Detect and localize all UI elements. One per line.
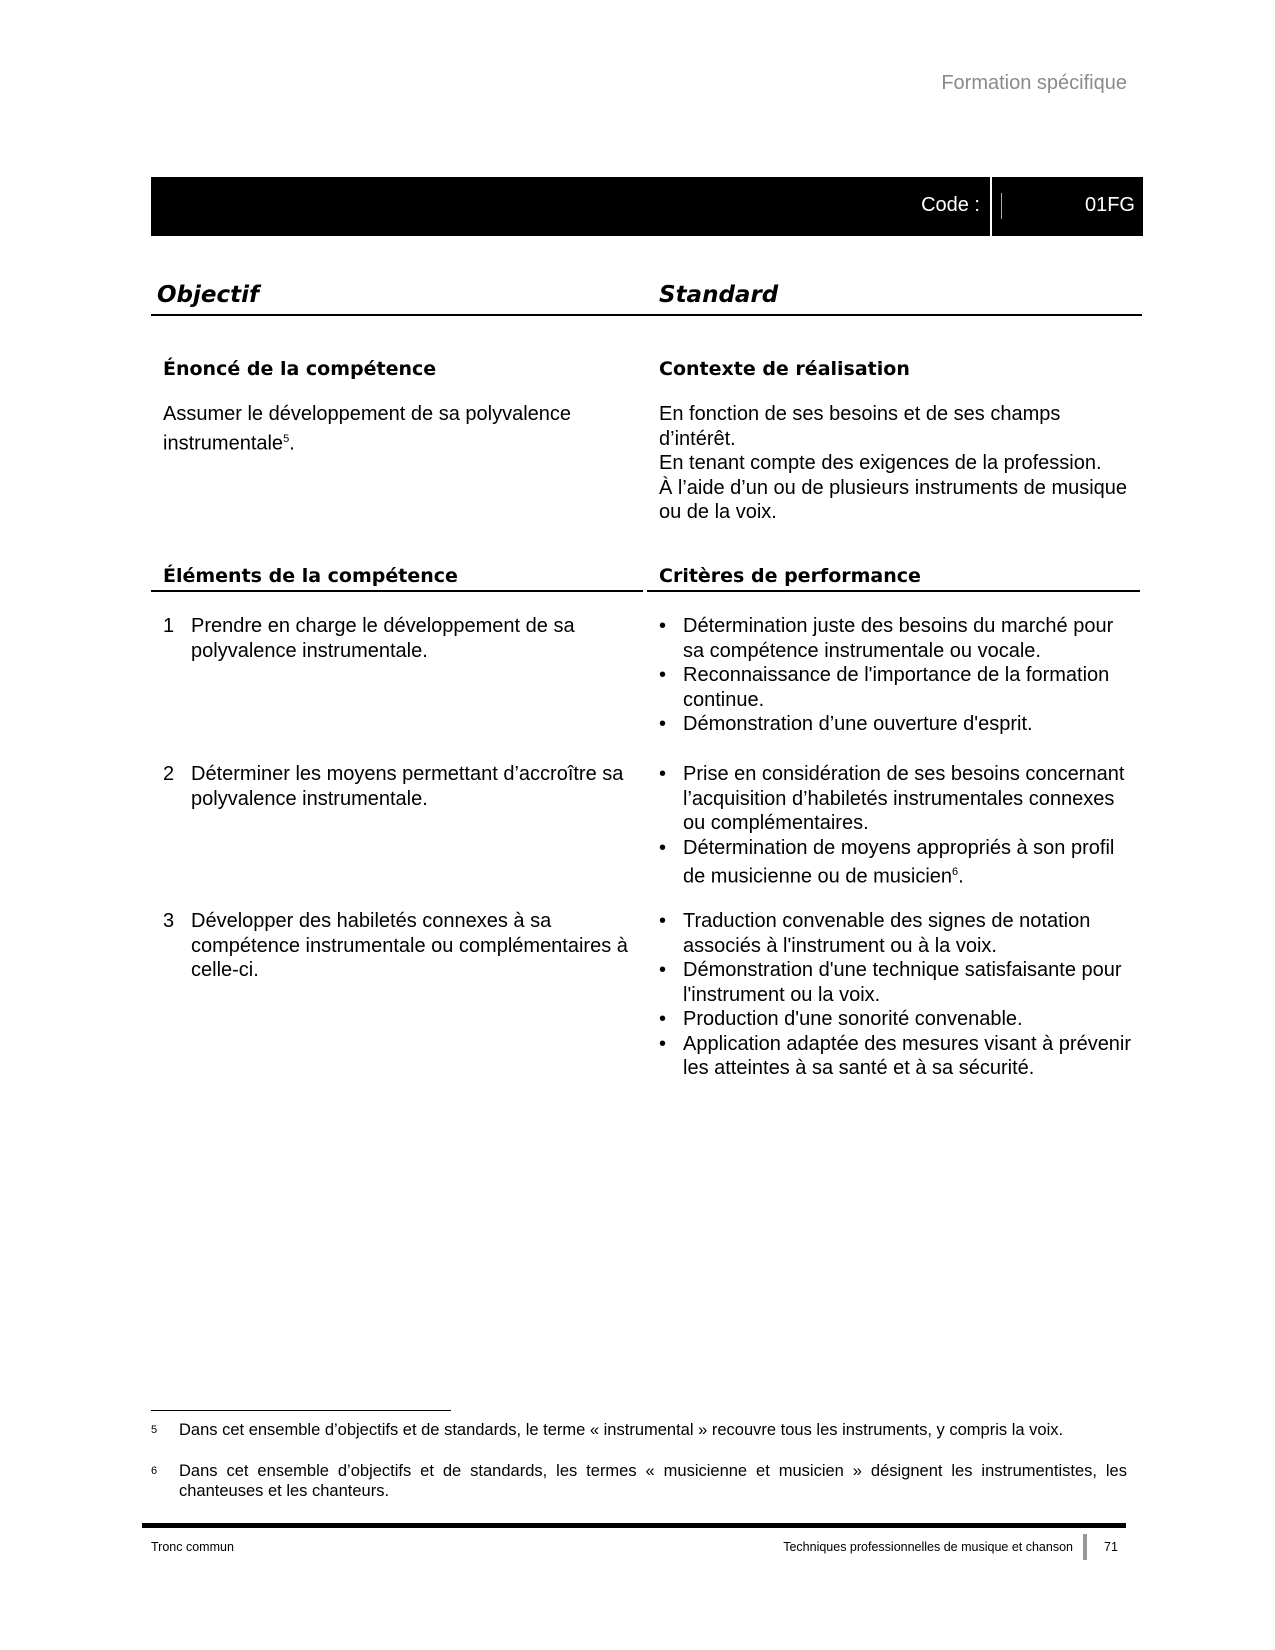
footnote-ref: 6 xyxy=(952,866,959,878)
enonce-end: . xyxy=(289,432,295,455)
contexte-heading: Contexte de réalisation xyxy=(659,358,910,380)
footer-rule xyxy=(142,1523,1126,1528)
criteria-2 xyxy=(659,762,1139,889)
criterion: • Prise en considération de ses besoins concernant l’acquisition d’habiletés instrumentales connexes ou complémentaires. xyxy=(659,763,1125,834)
contexte-text xyxy=(659,402,1129,525)
criterion: • Détermination juste des besoins du marché pour sa compétence instrumentale ou vocale. xyxy=(659,615,1114,662)
criterion: • Détermination de moyens appropriés à son profil de musicienne ou de musicien$^6$. xyxy=(659,836,1115,888)
criterion: • Reconnaissance de l'importance de la formation continue. xyxy=(659,664,1110,711)
elements-heading: Éléments de la compétence xyxy=(163,565,458,587)
element-number: 2 xyxy=(163,763,175,785)
running-header: Formation spécifique xyxy=(941,72,1127,94)
element-1 xyxy=(163,614,633,663)
element-text: Prendre en charge le développement de sa polyvalence instrumentale. xyxy=(191,615,575,662)
footer-divider xyxy=(1083,1534,1087,1560)
footnote-6: 6 Dans cet ensemble d’objectifs et de standards, les termes « musicienne et musicien » désignent les instrumentistes, les chanteuses et les chanteurs. xyxy=(151,1462,1127,1500)
criteria-3 xyxy=(659,909,1139,1081)
element-number: 1 xyxy=(163,615,175,637)
element-number: 3 xyxy=(163,910,175,932)
code-value: 01FG xyxy=(1084,194,1135,216)
criteres-rule xyxy=(647,590,1140,592)
code-divider xyxy=(990,177,992,236)
elements-rule xyxy=(151,590,643,592)
page-number: 71 xyxy=(1104,1540,1118,1554)
element-3 xyxy=(163,909,633,983)
criterion: • Application adaptée des mesures visant à prévenir les atteintes à sa santé et à sa sécurité. xyxy=(659,1032,1132,1079)
criteres-heading: Critères de performance xyxy=(659,565,921,587)
enonce-text xyxy=(163,402,603,456)
footnote-5: 5 Dans cet ensemble d’objectifs et de standards, le terme « instrumental » recouvre tous les instruments, y compris la voix. xyxy=(151,1421,1064,1439)
heading-rule xyxy=(151,314,1142,316)
criterion: • Démonstration d'une technique satisfaisante pour l'instrument ou la voix. xyxy=(659,959,1122,1006)
standard-heading: Standard xyxy=(659,282,779,308)
element-text: Déterminer les moyens permettant d’accroître sa polyvalence instrumentale. xyxy=(191,763,624,810)
contexte-line: En tenant compte des exigences de la profession. xyxy=(659,452,1102,474)
criterion: • Production d'une sonorité convenable. xyxy=(659,1008,1023,1030)
enonce-heading: Énoncé de la compétence xyxy=(163,358,437,380)
code-label: Code : xyxy=(921,194,980,216)
objectif-heading: Objectif xyxy=(157,282,260,308)
contexte-line: En fonction de ses besoins et de ses champs d’intérêt. xyxy=(659,403,1061,450)
footer-left: Tronc commun xyxy=(151,1540,234,1554)
contexte-line: À l’aide d’un ou de plusieurs instruments de musique ou de la voix. xyxy=(659,476,1128,523)
footnote-ref: 5 xyxy=(283,432,290,445)
element-2 xyxy=(163,762,633,811)
code-divider-thin xyxy=(1001,193,1002,219)
criteria-1 xyxy=(659,614,1139,737)
footer-title: Techniques professionnelles de musique et chanson xyxy=(783,1540,1073,1554)
criterion: • Démonstration d’une ouverture d'esprit. xyxy=(659,713,1033,735)
code-bar xyxy=(151,177,1143,236)
enonce-body: Assumer le développement de sa polyvalence instrumentale xyxy=(163,403,572,455)
element-text: Développer des habiletés connexes à sa compétence instrumentale ou complémentaires à celle-ci. xyxy=(191,910,628,981)
footnote-rule xyxy=(151,1410,451,1411)
criterion: • Traduction convenable des signes de notation associés à l'instrument ou à la voix. xyxy=(659,910,1091,957)
